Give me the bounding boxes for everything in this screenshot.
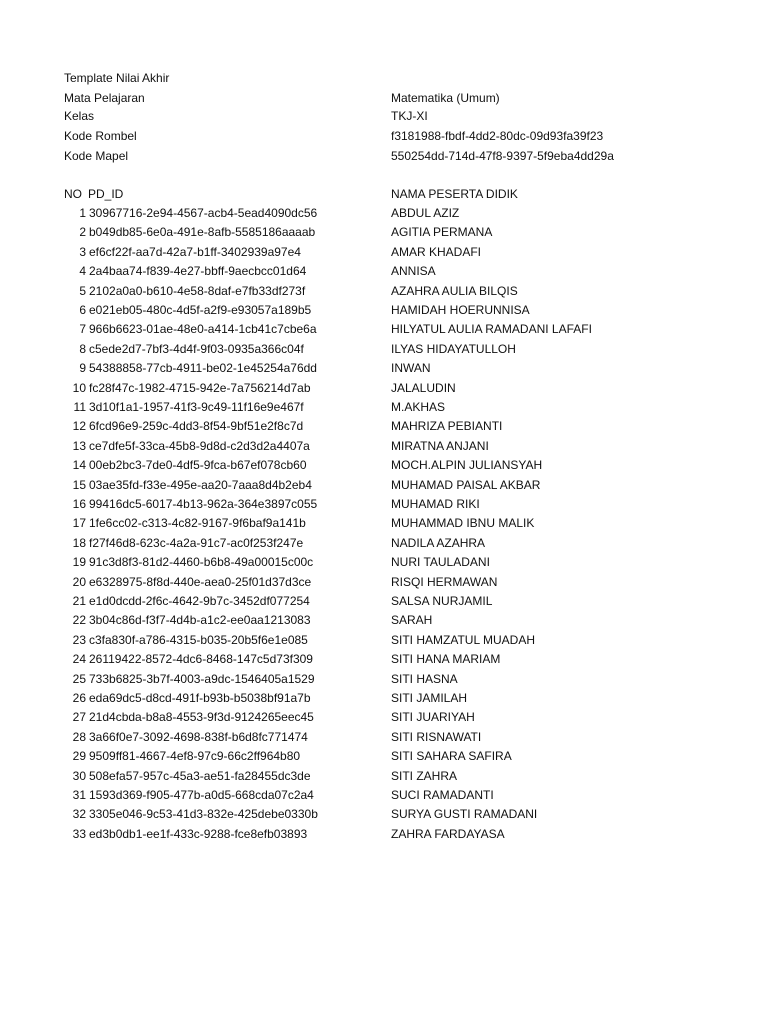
row-pd-id: 1593d369-f905-477b-a0d5-668cda07c2a4 <box>89 788 314 802</box>
meta-value: 550254dd-714d-47f8-9397-5f9eba4dd29a <box>391 149 614 163</box>
row-pd-id: ef6cf22f-aa7d-42a7-b1ff-3402939a97e4 <box>89 245 301 259</box>
row-student-name: SALSA NURJAMIL <box>391 594 493 608</box>
row-pd-id: 26119422-8572-4dc6-8468-147c5d73f309 <box>89 652 313 666</box>
table-row <box>0 767 768 786</box>
table-row <box>0 379 768 398</box>
row-student-name: SITI JUARIYAH <box>391 710 475 724</box>
row-number: 5 <box>79 284 86 298</box>
row-number: 24 <box>72 652 86 666</box>
table-row <box>0 592 768 611</box>
row-student-name: SITI ZAHRA <box>391 769 458 783</box>
row-student-name: AGITIA PERMANA <box>391 225 493 239</box>
row-number: 30 <box>72 769 86 783</box>
table-row <box>0 825 768 844</box>
row-pd-id: 2a4baa74-f839-4e27-bbff-9aecbcc01d64 <box>89 264 307 278</box>
table-row <box>0 708 768 727</box>
table-row <box>0 398 768 417</box>
row-number: 8 <box>79 342 86 356</box>
row-number: 33 <box>72 827 86 841</box>
row-pd-id: 508efa57-957c-45a3-ae51-fa28455dc3de <box>89 769 311 783</box>
row-student-name: ZAHRA FARDAYASA <box>391 827 505 841</box>
row-number: 15 <box>72 478 86 492</box>
row-student-name: ANNISA <box>391 264 436 278</box>
document-title-row <box>0 69 768 88</box>
row-number: 18 <box>72 536 86 550</box>
row-number: 26 <box>72 691 86 705</box>
row-student-name: ILYAS HIDAYATULLOH <box>391 342 516 356</box>
row-student-name: SITI JAMILAH <box>391 691 468 705</box>
row-student-name: NURI TAULADANI <box>391 555 490 569</box>
row-pd-id: 9509ff81-4667-4ef8-97c9-66c2ff964b80 <box>89 749 301 763</box>
row-student-name: MUHAMAD RIKI <box>391 497 480 511</box>
row-pd-id: 3b04c86d-f3f7-4d4b-a1c2-ee0aa1213083 <box>89 613 311 627</box>
row-number: 19 <box>72 555 86 569</box>
row-pd-id: 1fe6cc02-c313-4c82-9167-9f6baf9a141b <box>89 516 306 530</box>
column-header-no: NO <box>64 187 82 201</box>
row-pd-id: 99416dc5-6017-4b13-962a-364e3897c055 <box>89 497 318 511</box>
row-number: 21 <box>72 594 86 608</box>
meta-value: f3181988-fbdf-4dd2-80dc-09d93fa39f23 <box>391 129 604 143</box>
table-row <box>0 534 768 553</box>
row-number: 25 <box>72 672 86 686</box>
table-row <box>0 553 768 572</box>
row-student-name: RISQI HERMAWAN <box>391 575 498 589</box>
row-pd-id: b049db85-6e0a-491e-8afb-5585186aaaab <box>89 225 316 239</box>
row-number: 3 <box>79 245 86 259</box>
row-number: 32 <box>72 807 86 821</box>
row-number: 9 <box>79 361 86 375</box>
row-pd-id: 2102a0a0-b610-4e58-8daf-e7fb33df273f <box>89 284 306 298</box>
row-pd-id: f27f46d8-623c-4a2a-91c7-ac0f253f247e <box>89 536 304 550</box>
row-student-name: AZAHRA AULIA BILQIS <box>391 284 518 298</box>
meta-row-kode-rombel <box>0 127 768 146</box>
row-student-name: SARAH <box>391 613 433 627</box>
row-pd-id: 03ae35fd-f33e-495e-aa20-7aaa8d4b2eb4 <box>89 478 312 492</box>
table-row <box>0 728 768 747</box>
row-pd-id: 733b6825-3b7f-4003-a9dc-1546405a1529 <box>89 672 315 686</box>
row-number: 28 <box>72 730 86 744</box>
row-pd-id: ce7dfe5f-33ca-45b8-9d8d-c2d3d2a4407a <box>89 439 310 453</box>
row-student-name: SITI HANA MARIAM <box>391 652 501 666</box>
row-pd-id: 54388858-77cb-4911-be02-1e45254a76dd <box>89 361 317 375</box>
row-pd-id: c3fa830f-a786-4315-b035-20b5f6e1e085 <box>89 633 308 647</box>
table-row <box>0 476 768 495</box>
table-row <box>0 611 768 630</box>
table-row <box>0 417 768 436</box>
table-row <box>0 456 768 475</box>
meta-row-kelas <box>0 107 768 126</box>
row-student-name: SITI HAMZATUL MUADAH <box>391 633 536 647</box>
row-student-name: SITI RISNAWATI <box>391 730 482 744</box>
row-student-name: NADILA AZAHRA <box>391 536 486 550</box>
row-student-name: ABDUL AZIZ <box>391 206 460 220</box>
table-row <box>0 301 768 320</box>
table-row <box>0 340 768 359</box>
table-row <box>0 243 768 262</box>
table-row <box>0 223 768 242</box>
row-pd-id: 3d10f1a1-1957-41f3-9c49-11f16e9e467f <box>89 400 304 414</box>
table-row <box>0 573 768 592</box>
row-student-name: MOCH.ALPIN JULIANSYAH <box>391 458 543 472</box>
row-number: 22 <box>72 613 86 627</box>
table-row <box>0 689 768 708</box>
row-number: 14 <box>72 458 86 472</box>
row-student-name: SITI HASNA <box>391 672 458 686</box>
row-number: 29 <box>72 749 86 763</box>
row-pd-id: ed3b0db1-ee1f-433c-9288-fce8efb03893 <box>89 827 308 841</box>
row-number: 17 <box>72 516 86 530</box>
row-pd-id: eda69dc5-d8cd-491f-b93b-b5038bf91a7b <box>89 691 311 705</box>
row-number: 4 <box>79 264 86 278</box>
meta-label: Kode Rombel <box>64 129 137 143</box>
meta-value: Matematika (Umum) <box>391 91 500 105</box>
row-number: 2 <box>79 225 86 239</box>
table-row <box>0 282 768 301</box>
table-row <box>0 786 768 805</box>
row-student-name: HILYATUL AULIA RAMADANI LAFAFI <box>391 322 592 336</box>
row-student-name: MUHAMMAD IBNU MALIK <box>391 516 535 530</box>
row-number: 12 <box>72 419 86 433</box>
row-number: 10 <box>72 381 86 395</box>
row-pd-id: 3305e046-9c53-41d3-832e-425debe0330b <box>89 807 318 821</box>
table-row <box>0 650 768 669</box>
table-row <box>0 359 768 378</box>
column-header-nama: NAMA PESERTA DIDIK <box>391 187 518 201</box>
row-pd-id: e021eb05-480c-4d5f-a2f9-e93057a189b5 <box>89 303 312 317</box>
row-number: 7 <box>79 322 86 336</box>
row-student-name: M.AKHAS <box>391 400 446 414</box>
row-pd-id: 30967716-2e94-4567-acb4-5ead4090dc56 <box>89 206 318 220</box>
row-pd-id: e6328975-8f8d-440e-aea0-25f01d37d3ce <box>89 575 312 589</box>
row-number: 20 <box>72 575 86 589</box>
table-row <box>0 204 768 223</box>
row-pd-id: 3a66f0e7-3092-4698-838f-b6d8fc771474 <box>89 730 308 744</box>
row-student-name: SUCI RAMADANTI <box>391 788 494 802</box>
meta-label: Mata Pelajaran <box>64 91 145 105</box>
table-row <box>0 670 768 689</box>
row-student-name: SITI SAHARA SAFIRA <box>391 749 512 763</box>
row-student-name: INWAN <box>391 361 431 375</box>
meta-label: Kelas <box>64 109 95 123</box>
table-row <box>0 747 768 766</box>
row-number: 6 <box>79 303 86 317</box>
row-number: 31 <box>72 788 86 802</box>
table-row <box>0 262 768 281</box>
row-student-name: HAMIDAH HOERUNNISA <box>391 303 530 317</box>
row-student-name: AMAR KHADAFI <box>391 245 482 259</box>
meta-value: TKJ-XI <box>391 109 428 123</box>
row-pd-id: 6fcd96e9-259c-4dd3-8f54-9bf51e2f8c7d <box>89 419 304 433</box>
row-student-name: MAHRIZA PEBIANTI <box>391 419 503 433</box>
row-student-name: JALALUDIN <box>391 381 456 395</box>
row-pd-id: 00eb2bc3-7de0-4df5-9fca-b67ef078cb60 <box>89 458 307 472</box>
table-row <box>0 514 768 533</box>
row-pd-id: fc28f47c-1982-4715-942e-7a756214d7ab <box>89 381 311 395</box>
row-pd-id: c5ede2d7-7bf3-4d4f-9f03-0935a366c04f <box>89 342 304 356</box>
row-number: 23 <box>72 633 86 647</box>
row-number: 16 <box>72 497 86 511</box>
row-number: 1 <box>79 206 86 220</box>
row-number: 13 <box>72 439 86 453</box>
row-pd-id: 966b6623-01ae-48e0-a414-1cb41c7cbe6a <box>89 322 317 336</box>
row-pd-id: 91c3d8f3-81d2-4460-b6b8-49a00015c00c <box>89 555 314 569</box>
table-row <box>0 805 768 824</box>
row-number: 27 <box>72 710 86 724</box>
row-pd-id: e1d0dcdd-2f6c-4642-9b7c-3452df077254 <box>89 594 310 608</box>
meta-row-mata-pelajaran <box>0 89 768 108</box>
row-pd-id: 21d4cbda-b8a8-4553-9f3d-9124265eec45 <box>89 710 314 724</box>
meta-label: Kode Mapel <box>64 149 129 163</box>
document-title: Template Nilai Akhir <box>64 71 170 85</box>
table-row <box>0 631 768 650</box>
row-number: 11 <box>73 400 86 414</box>
row-student-name: SURYA GUSTI RAMADANI <box>391 807 538 821</box>
table-row <box>0 495 768 514</box>
table-row <box>0 437 768 456</box>
row-student-name: MIRATNA ANJANI <box>391 439 489 453</box>
column-header-pd-id: PD_ID <box>88 187 124 201</box>
meta-row-kode-mapel <box>0 147 768 166</box>
table-header <box>0 185 768 204</box>
row-student-name: MUHAMAD PAISAL AKBAR <box>391 478 541 492</box>
table-row <box>0 320 768 339</box>
